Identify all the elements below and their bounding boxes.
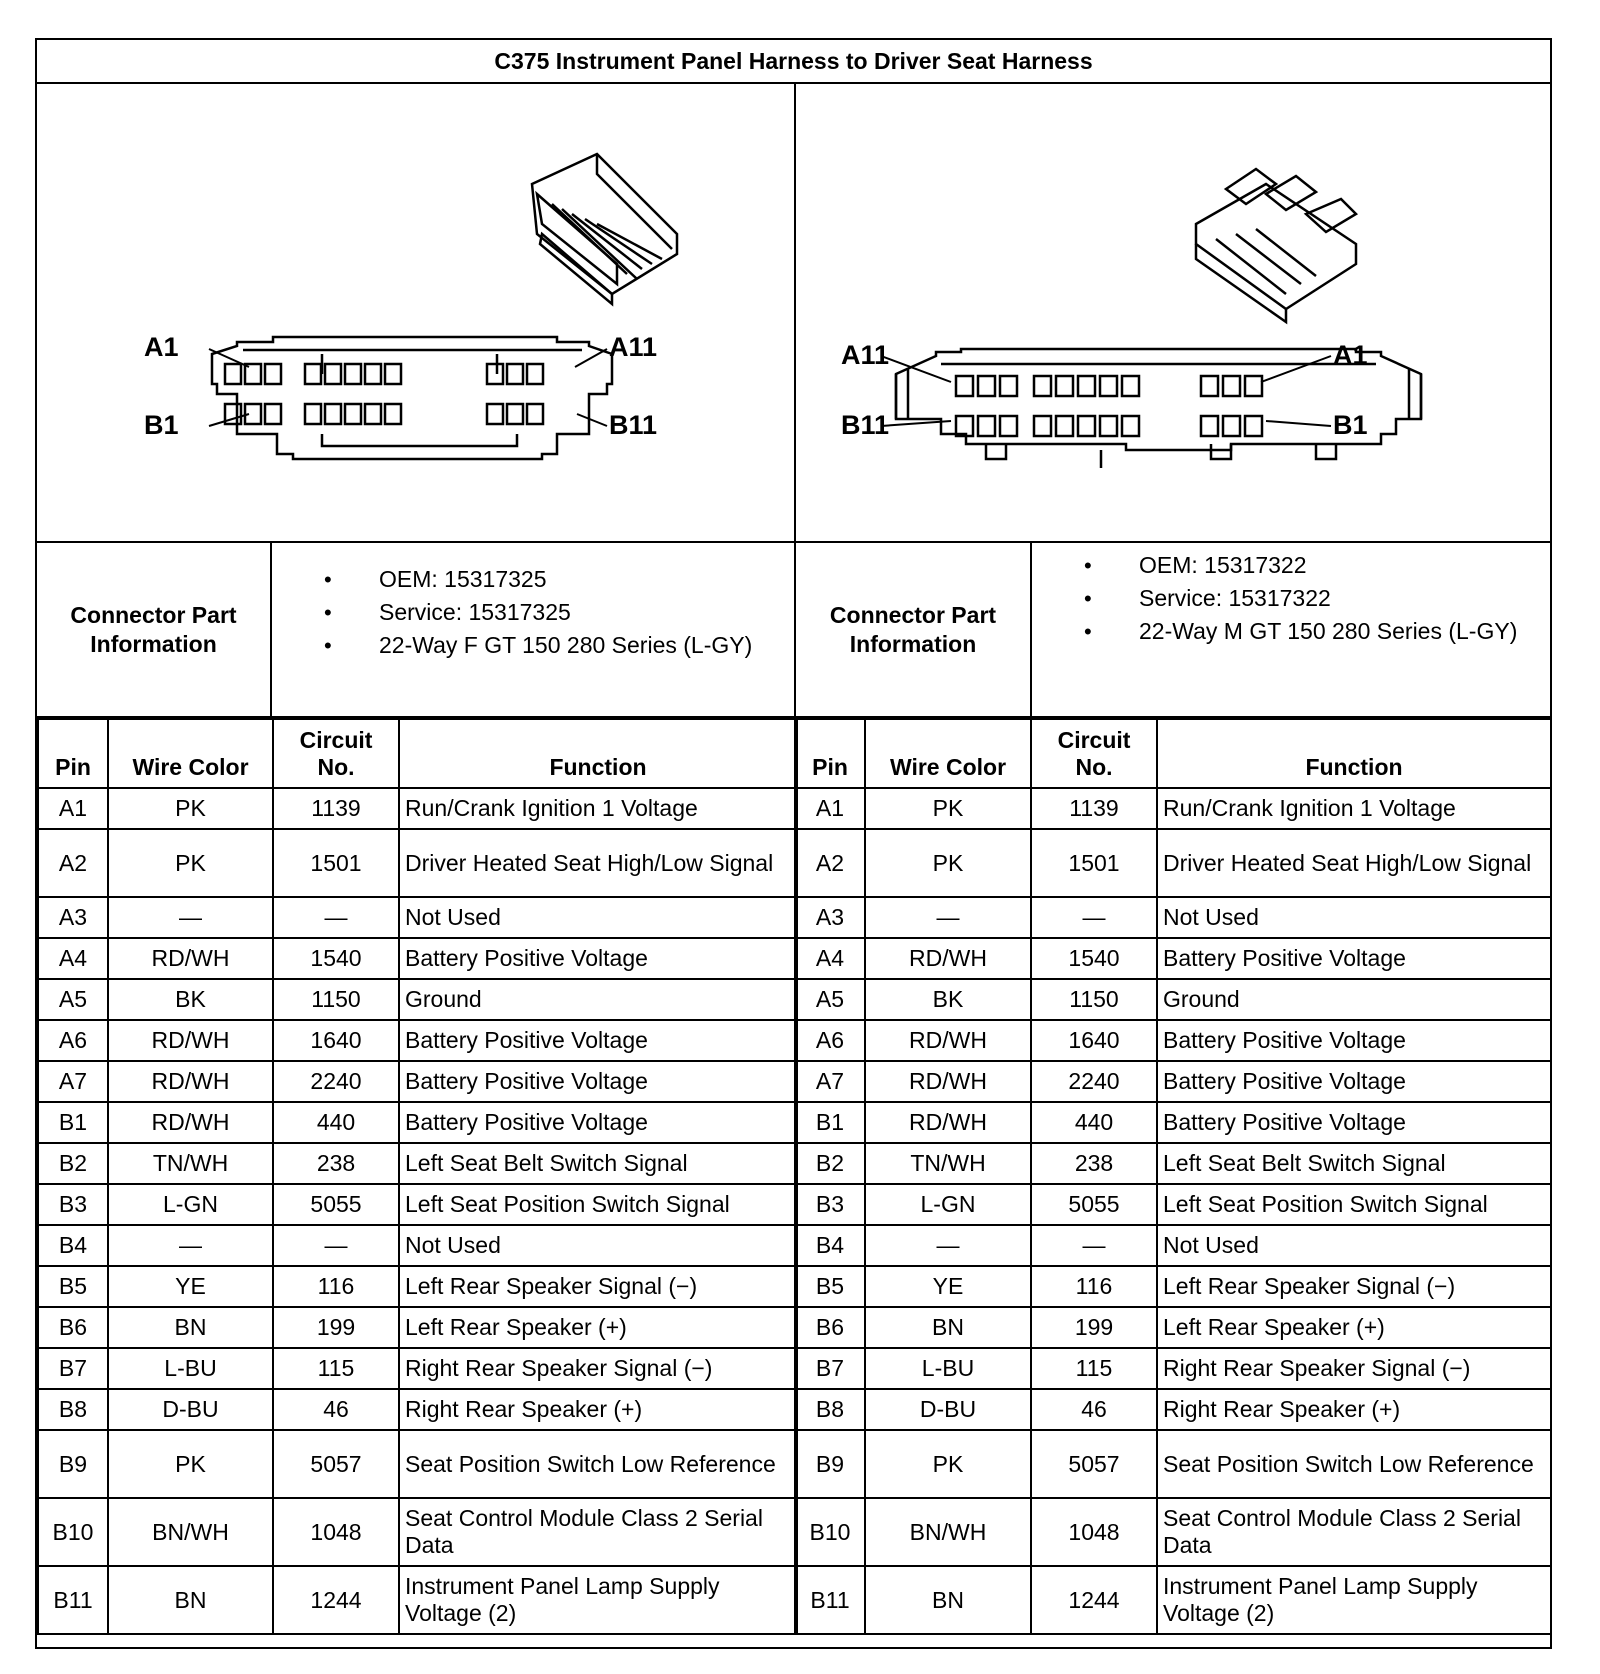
wire-color-cell: BN xyxy=(108,1566,273,1634)
left-pinout-table xyxy=(37,718,798,1635)
circuit-cell: 46 xyxy=(1031,1389,1157,1430)
wire-color-cell: BN/WH xyxy=(108,1498,273,1566)
wire-color-cell: BN/WH xyxy=(865,1498,1031,1566)
right-table-row xyxy=(795,1143,1551,1184)
wire-color-cell: L-GN xyxy=(108,1184,273,1225)
pin-cell: B5 xyxy=(795,1266,865,1307)
left-table-row xyxy=(38,829,797,897)
circuit-cell: — xyxy=(273,897,399,938)
wire-color-cell: TN/WH xyxy=(865,1143,1031,1184)
function-cell: Left Rear Speaker (+) xyxy=(1157,1307,1551,1348)
right-pin-cavity xyxy=(1100,416,1117,436)
function-cell: Seat Control Module Class 2 Serial Data xyxy=(399,1498,797,1566)
function-cell: Not Used xyxy=(1157,897,1551,938)
wire-color-cell: RD/WH xyxy=(865,938,1031,979)
right-table-row xyxy=(795,897,1551,938)
wire-color-cell: L-BU xyxy=(108,1348,273,1389)
right-pin-cavity xyxy=(1223,416,1240,436)
function-cell: Not Used xyxy=(399,1225,797,1266)
wire-color-cell: D-BU xyxy=(108,1389,273,1430)
right-connector-illustration xyxy=(796,84,1550,541)
right-pinout-table xyxy=(794,718,1552,1635)
function-cell: Left Seat Belt Switch Signal xyxy=(1157,1143,1551,1184)
right-pin-cells xyxy=(956,376,1262,436)
wire-color-cell: BN xyxy=(108,1307,273,1348)
circuit-cell: 1048 xyxy=(1031,1498,1157,1566)
pin-cell: B4 xyxy=(38,1225,108,1266)
wire-color-cell: BK xyxy=(865,979,1031,1020)
left-pin-cavity xyxy=(345,404,361,424)
pin-cell: B3 xyxy=(795,1184,865,1225)
pin-cell: A6 xyxy=(38,1020,108,1061)
circuit-cell: 116 xyxy=(1031,1266,1157,1307)
left-label-a11: A11 xyxy=(609,332,658,362)
left-pin-cavity xyxy=(487,404,503,424)
circuit-cell: 5055 xyxy=(1031,1184,1157,1225)
function-cell: Battery Positive Voltage xyxy=(399,938,797,979)
left-pin-cavity xyxy=(487,364,503,384)
right-table-row xyxy=(795,1020,1551,1061)
pin-cell: A4 xyxy=(38,938,108,979)
pin-cell: B11 xyxy=(38,1566,108,1634)
circuit-cell: 115 xyxy=(273,1348,399,1389)
wire-color-cell: — xyxy=(865,897,1031,938)
left-connector-illustration xyxy=(37,84,796,541)
pin-cell: B10 xyxy=(795,1498,865,1566)
left-pin-cavity xyxy=(325,404,341,424)
circuit-cell: 1139 xyxy=(1031,788,1157,829)
left-connector-3d-icon xyxy=(532,154,677,304)
pin-cell: B1 xyxy=(795,1102,865,1143)
left-pin-cavity xyxy=(365,364,381,384)
left-pin-cavity xyxy=(325,364,341,384)
function-cell: Left Rear Speaker Signal (−) xyxy=(399,1266,797,1307)
right-label-b1: B1 xyxy=(1333,410,1368,440)
circuit-cell: 1501 xyxy=(1031,829,1157,897)
wire-color-cell: PK xyxy=(865,788,1031,829)
circuit-cell: 1048 xyxy=(273,1498,399,1566)
right-part-info-label: Connector Part Information xyxy=(796,543,1032,716)
left-table-row xyxy=(38,979,797,1020)
left-connector-drawing xyxy=(37,84,794,541)
right-pin-cavity xyxy=(1223,376,1240,396)
pin-cell: B8 xyxy=(795,1389,865,1430)
left-pin-cavity xyxy=(345,364,361,384)
wire-color-cell: TN/WH xyxy=(108,1143,273,1184)
wire-color-cell: RD/WH xyxy=(108,1061,273,1102)
left-table-row xyxy=(38,1020,797,1061)
right-pin-cavity xyxy=(978,376,995,396)
function-cell: Run/Crank Ignition 1 Voltage xyxy=(399,788,797,829)
left-part-info-list xyxy=(272,563,794,662)
pin-cell: A5 xyxy=(795,979,865,1020)
left-table-row xyxy=(38,1102,797,1143)
right-table-row xyxy=(795,1566,1551,1634)
wire-color-cell: PK xyxy=(108,1430,273,1498)
pin-cell: B7 xyxy=(38,1348,108,1389)
function-cell: Battery Positive Voltage xyxy=(399,1061,797,1102)
function-cell: Seat Position Switch Low Reference xyxy=(1157,1430,1551,1498)
right-pin-cavity xyxy=(1034,416,1051,436)
left-pin-cavity xyxy=(527,364,543,384)
circuit-cell: 115 xyxy=(1031,1348,1157,1389)
right-table-row xyxy=(795,1102,1551,1143)
left-pin-cavity xyxy=(305,364,321,384)
right-pin-cavity xyxy=(978,416,995,436)
wire-color-cell: PK xyxy=(108,788,273,829)
wire-color-cell: RD/WH xyxy=(865,1102,1031,1143)
connector-document xyxy=(35,38,1552,1649)
pin-cell: B7 xyxy=(795,1348,865,1389)
right-table-row xyxy=(795,1307,1551,1348)
left-part-info-description: • 22-Way F GT 150 280 Series (L-GY) xyxy=(272,629,794,662)
pin-cell: B9 xyxy=(795,1430,865,1498)
wire-color-cell: BN xyxy=(865,1307,1031,1348)
right-table-row xyxy=(795,829,1551,897)
circuit-cell: 199 xyxy=(273,1307,399,1348)
circuit-cell: 1150 xyxy=(1031,979,1157,1020)
right-pin-cavity xyxy=(1122,416,1139,436)
wire-color-cell: RD/WH xyxy=(865,1061,1031,1102)
wire-color-cell: RD/WH xyxy=(108,938,273,979)
right-pin-cavity xyxy=(1122,376,1139,396)
right-pin-cavity xyxy=(1056,376,1073,396)
circuit-cell: 5057 xyxy=(273,1430,399,1498)
pin-cell: B4 xyxy=(795,1225,865,1266)
wire-color-cell: — xyxy=(108,897,273,938)
right-label-b11: B11 xyxy=(841,410,890,440)
wire-color-cell: BK xyxy=(108,979,273,1020)
pin-cell: B3 xyxy=(38,1184,108,1225)
right-pin-cavity xyxy=(1201,416,1218,436)
left-connector-face xyxy=(212,337,612,459)
wire-color-cell: YE xyxy=(108,1266,273,1307)
right-header-function: Function xyxy=(1157,719,1551,788)
wire-color-cell: BN xyxy=(865,1566,1031,1634)
right-pin-cavity xyxy=(1245,416,1262,436)
function-cell: Instrument Panel Lamp Supply Voltage (2) xyxy=(399,1566,797,1634)
circuit-cell: 1150 xyxy=(273,979,399,1020)
function-cell: Battery Positive Voltage xyxy=(399,1020,797,1061)
left-pin-cavity xyxy=(305,404,321,424)
function-cell: Right Rear Speaker Signal (−) xyxy=(1157,1348,1551,1389)
right-table-row xyxy=(795,1498,1551,1566)
right-table-row xyxy=(795,1389,1551,1430)
left-table-row xyxy=(38,897,797,938)
document-title: C375 Instrument Panel Harness to Driver Seat Harness xyxy=(37,40,1550,84)
right-part-info-list-cell xyxy=(1032,543,1550,716)
wire-color-cell: RD/WH xyxy=(108,1102,273,1143)
function-cell: Instrument Panel Lamp Supply Voltage (2) xyxy=(1157,1566,1551,1634)
left-table-row xyxy=(38,1348,797,1389)
pin-cell: A2 xyxy=(38,829,108,897)
circuit-cell: 1244 xyxy=(1031,1566,1157,1634)
right-pin-cavity xyxy=(956,376,973,396)
right-pin-cavity xyxy=(1100,376,1117,396)
function-cell: Battery Positive Voltage xyxy=(399,1102,797,1143)
function-cell: Seat Control Module Class 2 Serial Data xyxy=(1157,1498,1551,1566)
right-part-info-oem: • OEM: 15317322 xyxy=(1032,549,1520,582)
right-header-wire-color: Wire Color xyxy=(865,719,1031,788)
right-table-row xyxy=(795,1225,1551,1266)
circuit-cell: 1139 xyxy=(273,788,399,829)
pin-cell: A3 xyxy=(795,897,865,938)
function-cell: Ground xyxy=(1157,979,1551,1020)
function-cell: Right Rear Speaker Signal (−) xyxy=(399,1348,797,1389)
pin-cell: B5 xyxy=(38,1266,108,1307)
right-pin-cavity xyxy=(1000,416,1017,436)
left-header-circuit: Circuit No. xyxy=(273,719,399,788)
function-cell: Seat Position Switch Low Reference xyxy=(399,1430,797,1498)
wire-color-cell: D-BU xyxy=(865,1389,1031,1430)
right-part-info-service: • Service: 15317322 xyxy=(1032,582,1520,615)
left-pin-cavity xyxy=(507,364,523,384)
function-cell: Right Rear Speaker (+) xyxy=(399,1389,797,1430)
right-part-info-description: • 22-Way M GT 150 280 Series (L-GY) xyxy=(1032,615,1520,648)
right-table-row xyxy=(795,938,1551,979)
pin-cell: A7 xyxy=(38,1061,108,1102)
pin-cell: A3 xyxy=(38,897,108,938)
left-table-row xyxy=(38,1307,797,1348)
pin-cell: A1 xyxy=(795,788,865,829)
pin-cell: A2 xyxy=(795,829,865,897)
function-cell: Left Seat Position Switch Signal xyxy=(399,1184,797,1225)
left-part-info-oem: • OEM: 15317325 xyxy=(272,563,794,596)
circuit-cell: 238 xyxy=(1031,1143,1157,1184)
function-cell: Ground xyxy=(399,979,797,1020)
wire-color-cell: — xyxy=(108,1225,273,1266)
pin-cell: A7 xyxy=(795,1061,865,1102)
right-table-row xyxy=(795,979,1551,1020)
circuit-cell: 1640 xyxy=(1031,1020,1157,1061)
left-header-pin: Pin xyxy=(38,719,108,788)
left-pin-cavity xyxy=(265,364,281,384)
left-table-row xyxy=(38,1566,797,1634)
pin-cell: B10 xyxy=(38,1498,108,1566)
right-part-info xyxy=(796,541,1550,718)
left-header-wire-color: Wire Color xyxy=(108,719,273,788)
circuit-cell: 1640 xyxy=(273,1020,399,1061)
left-table-row xyxy=(38,1389,797,1430)
pin-cell: B2 xyxy=(38,1143,108,1184)
right-connector-drawing xyxy=(796,84,1550,541)
pin-cell: B2 xyxy=(795,1143,865,1184)
function-cell: Run/Crank Ignition 1 Voltage xyxy=(1157,788,1551,829)
circuit-cell: 1244 xyxy=(273,1566,399,1634)
circuit-cell: 199 xyxy=(1031,1307,1157,1348)
left-label-b1: B1 xyxy=(144,410,179,440)
wire-color-cell: YE xyxy=(865,1266,1031,1307)
right-table-header xyxy=(795,719,1551,788)
left-pin-cavity xyxy=(527,404,543,424)
wire-color-cell: L-BU xyxy=(865,1348,1031,1389)
pin-cell: A1 xyxy=(38,788,108,829)
left-part-info-label: Connector Part Information xyxy=(37,543,272,716)
left-pin-cells xyxy=(225,364,543,424)
right-header-circuit: Circuit No. xyxy=(1031,719,1157,788)
wire-color-cell: RD/WH xyxy=(865,1020,1031,1061)
pin-cell: A6 xyxy=(795,1020,865,1061)
left-label-b11: B11 xyxy=(609,410,658,440)
circuit-cell: 116 xyxy=(273,1266,399,1307)
left-header-function: Function xyxy=(399,719,797,788)
right-connector-3d-icon xyxy=(1196,169,1356,322)
left-pin-cavity xyxy=(265,404,281,424)
left-table-row xyxy=(38,1061,797,1102)
function-cell: Not Used xyxy=(399,897,797,938)
function-cell: Battery Positive Voltage xyxy=(1157,1102,1551,1143)
function-cell: Driver Heated Seat High/Low Signal xyxy=(1157,829,1551,897)
right-part-info-list xyxy=(1032,549,1520,648)
pin-cell: B8 xyxy=(38,1389,108,1430)
left-table-row xyxy=(38,1184,797,1225)
circuit-cell: — xyxy=(273,1225,399,1266)
left-table-header xyxy=(38,719,797,788)
left-pin-cavity xyxy=(507,404,523,424)
right-pin-cavity xyxy=(1201,376,1218,396)
circuit-cell: 1501 xyxy=(273,829,399,897)
left-table-row xyxy=(38,1266,797,1307)
left-table-row xyxy=(38,1225,797,1266)
function-cell: Not Used xyxy=(1157,1225,1551,1266)
circuit-cell: — xyxy=(1031,897,1157,938)
circuit-cell: 440 xyxy=(1031,1102,1157,1143)
circuit-cell: — xyxy=(1031,1225,1157,1266)
pin-cell: A4 xyxy=(795,938,865,979)
right-pin-cavity xyxy=(1000,376,1017,396)
pin-cell: B1 xyxy=(38,1102,108,1143)
right-table-row xyxy=(795,1348,1551,1389)
right-table-row xyxy=(795,1184,1551,1225)
right-header-pin: Pin xyxy=(795,719,865,788)
left-pin-cavity xyxy=(225,364,241,384)
pin-cell: B11 xyxy=(795,1566,865,1634)
left-pin-cavity xyxy=(385,364,401,384)
right-pin-cavity xyxy=(1056,416,1073,436)
left-pin-cavity xyxy=(385,404,401,424)
pin-cell: B6 xyxy=(38,1307,108,1348)
right-table-row xyxy=(795,1266,1551,1307)
right-table-row xyxy=(795,1430,1551,1498)
right-label-a11: A11 xyxy=(841,340,890,370)
function-cell: Battery Positive Voltage xyxy=(1157,938,1551,979)
circuit-cell: 5055 xyxy=(273,1184,399,1225)
function-cell: Driver Heated Seat High/Low Signal xyxy=(399,829,797,897)
function-cell: Battery Positive Voltage xyxy=(1157,1061,1551,1102)
left-part-info-service: • Service: 15317325 xyxy=(272,596,794,629)
left-part-info xyxy=(37,541,796,718)
wire-color-cell: L-GN xyxy=(865,1184,1031,1225)
circuit-cell: 440 xyxy=(273,1102,399,1143)
circuit-cell: 5057 xyxy=(1031,1430,1157,1498)
function-cell: Battery Positive Voltage xyxy=(1157,1020,1551,1061)
right-table-row xyxy=(795,1061,1551,1102)
left-table-row xyxy=(38,1430,797,1498)
right-pin-cavity xyxy=(1245,376,1262,396)
pin-cell: B9 xyxy=(38,1430,108,1498)
circuit-cell: 2240 xyxy=(273,1061,399,1102)
left-table-row xyxy=(38,1143,797,1184)
left-pin-cavity xyxy=(365,404,381,424)
left-leader-lines xyxy=(209,349,607,426)
wire-color-cell: PK xyxy=(865,1430,1031,1498)
wire-color-cell: PK xyxy=(865,829,1031,897)
pin-cell: A5 xyxy=(38,979,108,1020)
left-table-row xyxy=(38,938,797,979)
left-table-row xyxy=(38,788,797,829)
pin-cell: B6 xyxy=(795,1307,865,1348)
left-part-info-list-cell xyxy=(272,543,794,716)
right-table-row xyxy=(795,788,1551,829)
left-label-a1: A1 xyxy=(144,332,179,362)
function-cell: Right Rear Speaker (+) xyxy=(1157,1389,1551,1430)
function-cell: Left Seat Position Switch Signal xyxy=(1157,1184,1551,1225)
function-cell: Left Rear Speaker (+) xyxy=(399,1307,797,1348)
circuit-cell: 1540 xyxy=(273,938,399,979)
function-cell: Left Rear Speaker Signal (−) xyxy=(1157,1266,1551,1307)
circuit-cell: 1540 xyxy=(1031,938,1157,979)
circuit-cell: 2240 xyxy=(1031,1061,1157,1102)
wire-color-cell: RD/WH xyxy=(108,1020,273,1061)
wire-color-cell: — xyxy=(865,1225,1031,1266)
right-label-a1: A1 xyxy=(1333,340,1368,370)
wire-color-cell: PK xyxy=(108,829,273,897)
left-table-row xyxy=(38,1498,797,1566)
circuit-cell: 238 xyxy=(273,1143,399,1184)
circuit-cell: 46 xyxy=(273,1389,399,1430)
right-pin-cavity xyxy=(1078,416,1095,436)
right-pin-cavity xyxy=(1078,376,1095,396)
function-cell: Left Seat Belt Switch Signal xyxy=(399,1143,797,1184)
right-pin-cavity xyxy=(1034,376,1051,396)
